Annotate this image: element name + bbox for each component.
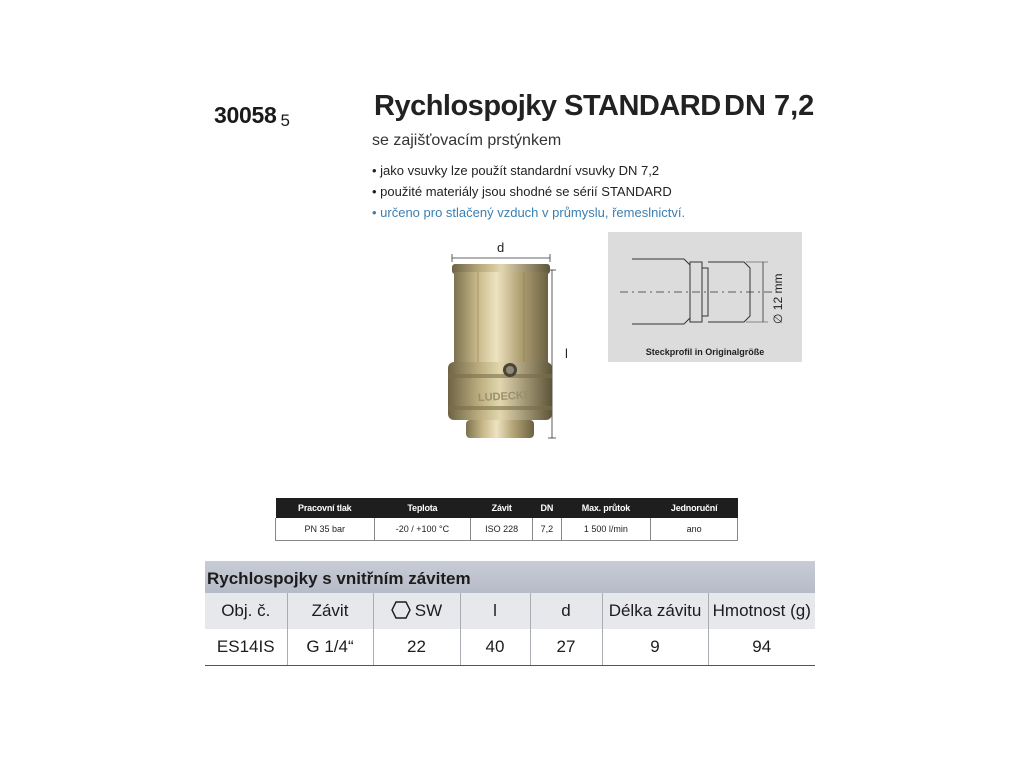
order-cell-l: 40: [460, 629, 530, 666]
spec-cell-dn: 7,2: [533, 518, 561, 541]
spec-table: [275, 498, 738, 541]
product-subtitle: se zajišťovacím prstýnkem: [372, 132, 562, 149]
article-code-number: 30058: [214, 102, 277, 128]
order-header-thread: Závit: [287, 593, 373, 629]
order-cell-thread-length: 9: [602, 629, 708, 666]
order-header-d: d: [530, 593, 602, 629]
spec-header-one-hand: Jednoruční: [651, 498, 738, 518]
article-code: [214, 102, 290, 131]
spec-header-row: [276, 498, 738, 518]
order-header-sw: [373, 593, 460, 629]
order-table: [205, 593, 815, 666]
order-header-obj: Obj. č.: [205, 593, 287, 629]
spec-header-dn: DN: [533, 498, 561, 518]
order-table-title: Rychlospojky s vnitřním závitem: [205, 561, 815, 593]
coupling-photo: [430, 238, 590, 448]
engraving-text: LUDECKE: [477, 389, 532, 405]
spec-row: [276, 518, 738, 541]
spec-header-pressure: Pracovní tlak: [276, 498, 375, 518]
profile-caption: Steckprofil in Originalgröße: [645, 347, 765, 357]
order-cell-sw: 22: [373, 629, 460, 666]
order-header-sw-label: SW: [414, 601, 443, 620]
dim-d-label: d: [497, 240, 505, 255]
order-header-thread-length: Délka závitu: [602, 593, 708, 629]
order-header-l: l: [460, 593, 530, 629]
feature-item: • jako vsuvky lze použít standardní vsuvky DN 7,2: [372, 163, 660, 178]
spec-cell-flow: 1 500 l/min: [561, 518, 651, 541]
order-header-weight: Hmotnost (g): [708, 593, 815, 629]
feature-item: • určeno pro stlačený vzduch v průmyslu, řemeslnictví.: [372, 205, 686, 220]
spec-cell-temperature: -20 / +100 °C: [374, 518, 471, 541]
spec-cell-thread: ISO 228: [471, 518, 533, 541]
article-code-suffix: 5: [280, 111, 290, 130]
product-size: DN 7,2: [724, 90, 815, 122]
feature-item: • použité materiály jsou shodné se sérií STANDARD: [372, 184, 672, 199]
spec-header-flow: Max. průtok: [561, 498, 651, 518]
feature-list: [372, 160, 685, 223]
profile-dimension: ∅ 12 mm: [771, 273, 785, 324]
spec-header-thread: Závit: [471, 498, 533, 518]
spec-header-temperature: Teplota: [374, 498, 471, 518]
table-row: [205, 629, 815, 666]
order-cell-obj: ES14IS: [205, 629, 287, 666]
order-cell-d: 27: [530, 629, 602, 666]
hexagon-icon: [391, 601, 411, 619]
spec-cell-pressure: PN 35 bar: [276, 518, 375, 541]
profile-drawing: [608, 232, 802, 362]
order-cell-weight: 94: [708, 629, 815, 666]
order-cell-thread: G 1/4“: [287, 629, 373, 666]
product-title: Rychlospojky STANDARD: [374, 90, 721, 122]
spec-cell-one-hand: ano: [651, 518, 738, 541]
dim-l-label: l: [565, 346, 568, 361]
order-header-row: [205, 593, 815, 629]
